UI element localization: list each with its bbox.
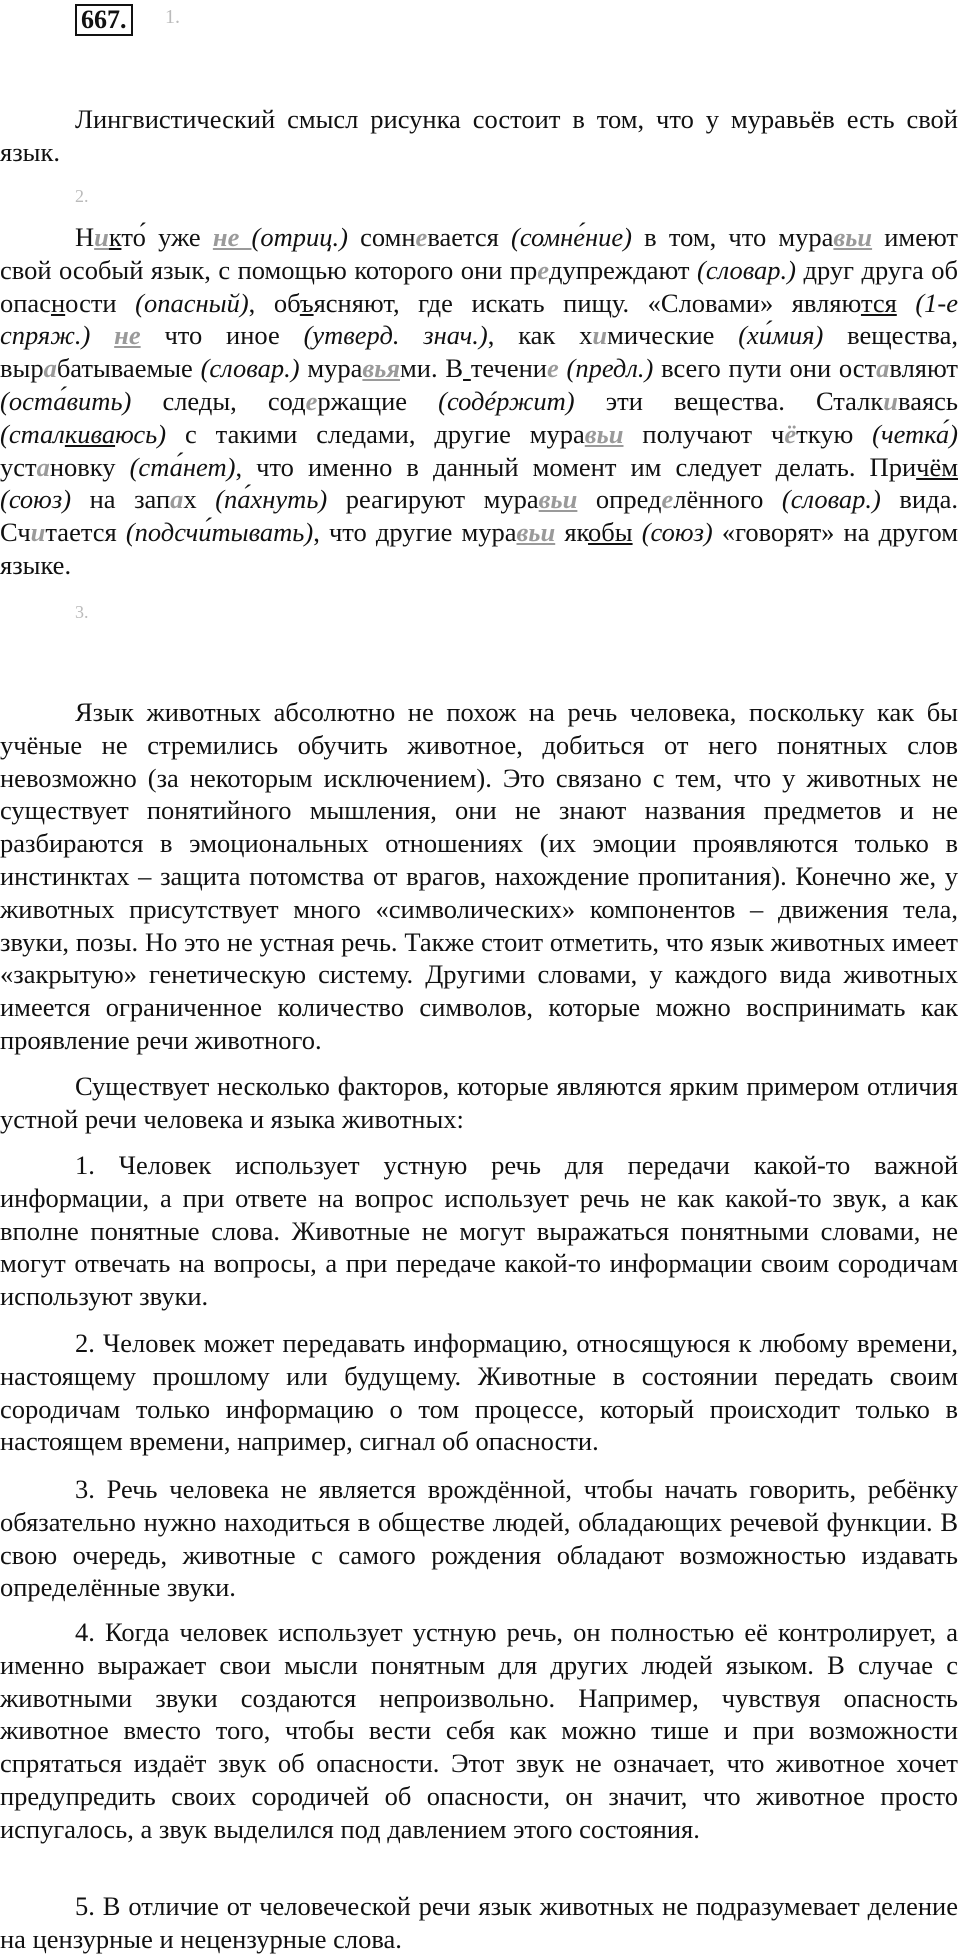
- text-segment: течени: [470, 353, 547, 384]
- orthogram: вья: [362, 353, 400, 384]
- task-marker-2: 2.: [75, 186, 89, 206]
- orthogram: а: [43, 353, 57, 384]
- text-segment: с такими следами, другие мура: [166, 418, 585, 449]
- text-segment: лённого: [673, 484, 782, 515]
- text-segment: получают ч: [623, 418, 785, 449]
- explanation: (словар.): [200, 353, 300, 384]
- text-segment: ржащие: [317, 385, 439, 416]
- explanation: (па́хнуть): [215, 484, 328, 515]
- text-segment: ми. В: [400, 353, 464, 384]
- text-segment: на зап: [71, 484, 171, 515]
- text-segment: н: [50, 287, 66, 318]
- explanation: (словар.): [781, 484, 881, 515]
- text-segment: ъ: [299, 287, 314, 318]
- orthogram: и: [592, 320, 608, 351]
- text-segment: обы: [588, 517, 633, 548]
- orthogram: вьи: [538, 484, 578, 515]
- explanation: (союз): [641, 517, 713, 548]
- text-segment: х: [183, 484, 216, 515]
- text-segment: мура: [299, 353, 363, 384]
- text-segment: тается: [45, 517, 126, 548]
- text-segment: [897, 288, 916, 318]
- explanation: (отриц.): [251, 222, 348, 252]
- explanation: (оста́вить): [0, 385, 132, 416]
- text-segment: опред: [577, 484, 662, 515]
- text-segment: сомн: [347, 222, 416, 252]
- text-segment: вещества, выр: [0, 320, 959, 384]
- exercise-number: 667.: [75, 4, 133, 36]
- text-segment: ости: [65, 287, 136, 318]
- explanation: (предл.): [566, 353, 654, 384]
- text-segment: [633, 517, 642, 547]
- text-segment: к: [108, 222, 122, 252]
- orthogram: вьи: [584, 418, 624, 449]
- explanation: (словар.): [697, 254, 797, 285]
- text-segment: ясняют, где искать пищу. «Словами» являю: [313, 287, 861, 318]
- text-segment: всего пути они ост: [653, 353, 877, 384]
- text-segment: эти вещества. Сталк: [574, 385, 884, 416]
- text-segment: имеют свой особый язык, с помощью которого они пр: [0, 222, 958, 285]
- part1-paragraph: Лингвистический смысл рисунка состоит в том, что у муравьёв есть свой язык.: [0, 104, 958, 167]
- orthogram: вьи: [833, 222, 873, 252]
- text-segment: следы, сод: [131, 385, 306, 416]
- task-marker-1: 1.: [165, 6, 180, 28]
- explanation: (подсчи́тывать): [125, 517, 314, 548]
- orthogram: е: [305, 385, 318, 416]
- text-segment: друг друга об опас: [0, 254, 958, 318]
- part3-paragraph-4: 2. Человек может передавать информацию, относящуюся к любому времени, настоящему прошлому или будущему. Животные в состоянии передать своим сородичам только информацию о том процессе, который происходит только в настоящем времени, например, сигнал об опасности.: [0, 1328, 958, 1457]
- orthogram: е: [546, 353, 559, 384]
- orthogram: не: [212, 222, 252, 252]
- text-segment: батываемые: [56, 353, 201, 384]
- text-segment: вляют: [889, 353, 959, 384]
- orthogram: а: [876, 353, 890, 384]
- orthogram: а: [170, 484, 184, 515]
- text-segment: [90, 320, 114, 350]
- text-segment: , что именно в данный момент им следует делать. При: [235, 451, 917, 482]
- explanation: (ста́нет): [129, 451, 236, 482]
- task-marker-3: 3.: [75, 602, 89, 622]
- explanation: (содéржит): [438, 385, 575, 416]
- text-segment: вида. Сч: [0, 484, 958, 548]
- text-segment: як: [555, 517, 589, 548]
- part3-paragraph-3: 1. Человек использует устную речь для передачи какой-то важной информации, а при ответе на вопрос использует речь не как какой-то звук, а как вполне понятные слова. Животные не могут выражаться понятными словами, не могут отвечать на вопросы, а при передаче какой-то информации своим сородичам используют звуки.: [0, 1150, 958, 1312]
- orthogram: и: [94, 222, 109, 252]
- text-segment: , что другие мура: [313, 517, 517, 548]
- orthogram: вьи: [516, 517, 556, 548]
- orthogram: е: [415, 222, 428, 252]
- part3-paragraph-6: 4. Когда человек использует устную речь, он полностью её контролирует, а именно выражает свои мысли понятным для других людей языком. В случае с животными звуки создаются непроизвольно. Например, чувствуя опасность животное вместо того, чтобы вести себя как можно тише и при возможности спрятаться издаёт звук об опасности. Этот звук не означает, что животное хочет предупредить своих сородичей об опасности, он значит, что животное просто испугалось, а звук выделился под давлением этого состояния.: [0, 1617, 958, 1844]
- text-segment: , как х: [487, 320, 593, 351]
- text-segment: Н: [75, 222, 95, 252]
- explanation: (союз): [0, 484, 72, 515]
- text-segment: чём: [916, 451, 958, 482]
- text-segment: новку: [49, 451, 130, 482]
- text-segment: [463, 353, 471, 383]
- part3-paragraph-2: Существует несколько факторов, которые являются ярким примером отличия устной речи человека и языка животных:: [0, 1071, 958, 1134]
- part3-paragraph-5: 3. Речь человека не является врождённой, чтобы начать говорить, ребёнку обязательно нужно находиться в обществе людей, обладающих речевой функции. В свою очередь, животные с самого рождения обладают возможностью издавать определённые звуки.: [0, 1474, 958, 1603]
- explanation: (сомне́ние): [511, 222, 633, 252]
- text-segment: тся: [860, 287, 897, 318]
- explanation: юсь): [115, 418, 167, 449]
- text-segment: «говорят» на другом языке.: [0, 517, 958, 580]
- orthogram: а: [36, 451, 50, 482]
- part2-paragraph: [0, 221, 958, 582]
- text-segment: дупреждают: [549, 254, 698, 285]
- orthogram: и: [30, 517, 46, 548]
- text-segment: что иное: [140, 320, 304, 351]
- text-segment: вается: [427, 222, 512, 252]
- orthogram: е: [661, 484, 674, 515]
- explanation: кива: [64, 418, 116, 449]
- text-segment: ткую: [796, 418, 873, 449]
- text-segment: ваясь: [898, 385, 958, 416]
- text-segment: уст: [0, 451, 37, 482]
- text-segment: , об: [248, 287, 300, 318]
- orthogram: и: [883, 385, 899, 416]
- explanation: (опасный): [135, 287, 249, 318]
- text-segment: в том, что мура: [632, 222, 834, 252]
- explanation: (четка́): [872, 418, 958, 449]
- part3-paragraph-1: Язык животных абсолютно не похож на речь человека, поскольку как бы учёные не стремились обучить животное, добиться от него понятных слов невозможно (за некоторым исключением). Это связано с тем, что у животных не существует понятийного мышления, они не знают названия предметов и не разбираются в эмоциональных отношениях (их эмоции проявляются только в инстинктах – защита потомства от врагов, нахождение пропитания). Конечно же, у животных присутствует много «символических» компонентов – движения тела, звуки, позы. Но это не устная речь. Также стоит отметить, что язык животных имеет «закрытую» генетическую систему. Другими словами, у каждого вида животных имеется ограниченное количество символов, которые можно воспринимать как проявление речи животного.: [0, 697, 958, 1055]
- text-segment: то́ уже: [121, 222, 213, 252]
- text-segment: [559, 353, 567, 383]
- explanation: (утверд. знач.): [303, 320, 488, 351]
- explanation: (1-е спряж.): [0, 287, 959, 351]
- orthogram: ё: [784, 418, 797, 449]
- explanation: (хи́мия): [738, 320, 824, 351]
- part3-paragraph-7: 5. В отличие от человеческой речи язык животных не подразумевает деление на цензурные и нецензурные слова.: [0, 1891, 958, 1954]
- orthogram: е: [537, 254, 549, 285]
- text-segment: реагируют мура: [327, 484, 539, 515]
- text-segment: мические: [607, 320, 739, 351]
- explanation: (стал: [0, 418, 65, 449]
- orthogram: не: [114, 320, 141, 351]
